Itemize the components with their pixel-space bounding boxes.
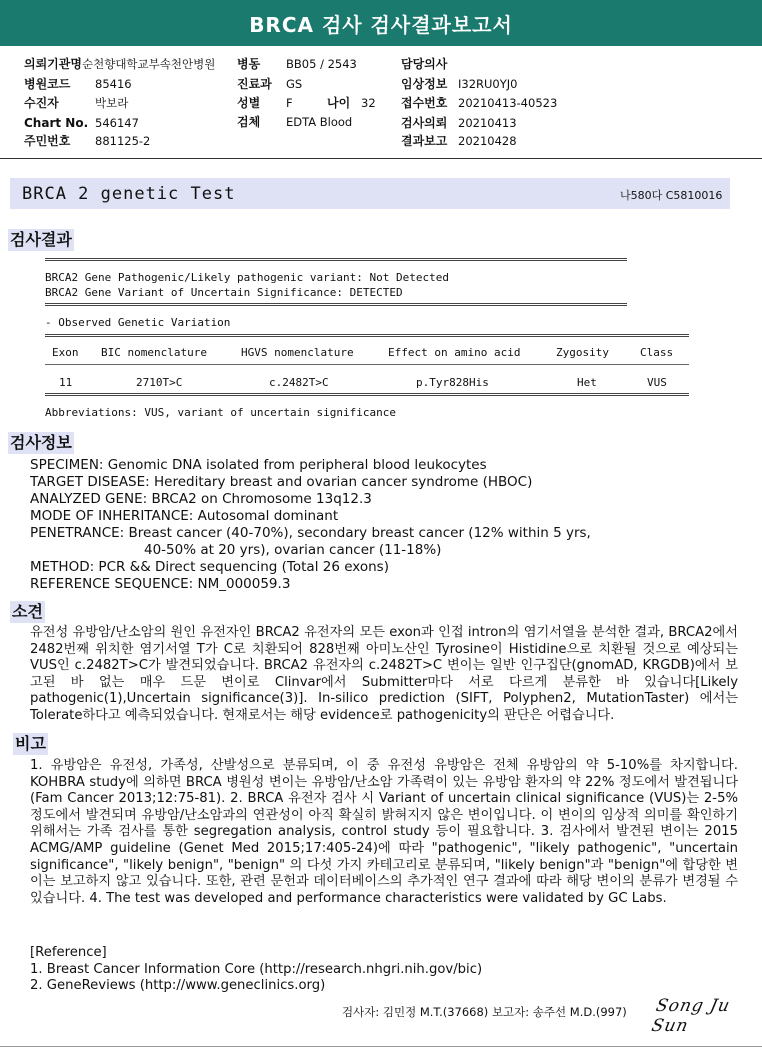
institution-label: 의뢰기관명 [24, 57, 82, 71]
reference-item: 1. Breast Cancer Information Core (http://research.nhgri.nih.gov/bic) [30, 961, 483, 977]
department-label: 진료과 [237, 77, 272, 91]
remarks-heading: 비고 [15, 734, 46, 753]
info-line: METHOD: PCR && Direct sequencing (Total 26 exons) [30, 559, 389, 575]
column-header: Effect on amino acid [388, 346, 521, 359]
test-name: BRCA 2 genetic Test [22, 184, 236, 204]
sex-label: 성별 [237, 96, 261, 110]
table-rule-header [45, 364, 689, 365]
table-cell: 2710T>C [136, 376, 183, 389]
age-value: 32 [361, 96, 376, 110]
info-line: PENETRANCE: Breast cancer (40-70%), secondary breast cancer (12% within 5 yrs, [30, 525, 591, 541]
signature: Song Ju Sun [649, 996, 733, 1036]
request-date-label: 검사의뢰 [401, 116, 448, 130]
remarks-text: 1. 유방암은 유전성, 가족성, 산발성으로 분류되며, 이 중 유전성 유방암은 전체 유방암의 약 5-10%를 차지합니다. KOHBRA study에 의하면 BRCA 병원성 변이는 유방암/난소암 가족력이 있는 유방암 환자의 약 22% 정도에서 발견됩니다 (Fam Cancer 2013;12:75-81). 2. BRCA 유전자 검사 시 Variant of uncertain clinical significance (VUS)는 2-5% 정도에서 발견되며 유방암/난소암과의 연관성이 아직 확실히 밝혀지지 않은 변이입니다. 이 변이의 임상적 의미를 확인하기 위해서는 가족 검사를 통한 segregation analysis, control study 등이 필요합니다. 3. 검사에서 발견된 변이는 2015 ACMG/AMP guideline (Genet Med 2015;17:405-24)에 따라 "pathogenic", "likely pathogenic", "uncertain significance", "likely benign", "benign" 의 다섯 가지 카테고리로 분류되며, "likely benign"과 "benign"에 합당한 변이는 보고하지 않고 있습니다. 또한, 관련 문헌과 데이터베이스의 추가적인 연구 결과에 따라 해당 변이의 분류가 변경될 수 있습니다. 4. The test was developed and performance characteristics were validated by GC Labs. [30, 758, 738, 906]
table-cell: VUS [647, 376, 667, 389]
info-line: ANALYZED GENE: BRCA2 on Chromosome 13q12.3 [30, 491, 372, 507]
info-line: SPECIMEN: Genomic DNA isolated from peripheral blood leukocytes [30, 457, 487, 473]
age-label: 나이 [327, 96, 351, 110]
info-line: REFERENCE SEQUENCE: NM_000059.3 [30, 576, 291, 592]
info-line: 40-50% at 20 yrs), ovarian cancer (11-18%) [144, 542, 442, 558]
vus-line: BRCA2 Gene Variant of Uncertain Significance: DETECTED [45, 286, 403, 299]
column-header: Class [640, 346, 674, 359]
table-rule-bottom [45, 393, 689, 396]
info-block [30, 457, 591, 593]
department-value: GS [286, 77, 303, 91]
table-cell: Het [577, 376, 597, 389]
bottom-divider [0, 1046, 762, 1047]
report-date-label: 결과보고 [401, 134, 448, 148]
chart-value: 546147 [95, 116, 139, 130]
table-cell: c.2482T>C [269, 376, 329, 389]
info-line: MODE OF INHERITANCE: Autosomal dominant [30, 508, 339, 524]
accession-label: 접수번호 [401, 96, 448, 110]
pathogenic-line: BRCA2 Gene Pathogenic/Likely pathogenic variant: Not Detected [45, 271, 449, 284]
table-cell: p.Tyr828His [416, 376, 489, 389]
specimen-label: 검체 [237, 115, 261, 129]
column-header: HGVS nomenclature [241, 346, 354, 359]
column-header: BIC nomenclature [101, 346, 207, 359]
institution-value: 순천향대학교부속천안병원 [82, 57, 216, 71]
resident-no-label: 주민번호 [24, 134, 71, 148]
finding-text: 유전성 유방암/난소암의 원인 유전자인 BRCA2 유전자의 모든 exon과 인접 intron의 염기서열을 분석한 결과, BRCA2에서 2482번째 위치한 염기서열 T가 C로 치환되어 828번째 아미노산인 Tyrosine이 Histidine으로 치환될 것으로 예상되는 VUS인 c.2482T>C가 발견되었습니다. BRCA2 유전자의 c.2482T>C 변이는 일반 인구집단(gnomAD, KRGDB)에서 보고된 바 없는 매우 드문 변이로 Clinvar에서 Submitter마다 서로 다르게 분류한 바 있습니다[Likely pathogenic(1),Uncertain significance(3)]. In-silico prediction (SIFT, Polyphen2, MutationTaster) 에서는 Tolerate하다고 예측되었습니다. 현재로서는 해당 evidence로 pathogenicity의 판단은 어렵습니다. [30, 625, 738, 723]
report-date-value: 20210428 [458, 134, 517, 148]
sex-value: F [286, 96, 293, 110]
specimen-value: EDTA Blood [286, 115, 353, 129]
reference-title: [Reference] [30, 945, 107, 960]
chart-label: Chart No. [24, 116, 89, 130]
result-heading: 검사결과 [10, 230, 72, 249]
clinical-info-value: I32RU0YJ0 [458, 77, 518, 91]
info-line: TARGET DISEASE: Hereditary breast and ovarian cancer syndrome (HBOC) [30, 474, 533, 490]
patient-label: 수진자 [24, 96, 59, 110]
result-rule-mid [45, 303, 627, 306]
finding-heading: 소견 [12, 602, 43, 621]
accession-value: 20210413-40523 [458, 96, 558, 110]
request-date-value: 20210413 [458, 116, 517, 130]
table-cell: 11 [59, 376, 73, 389]
ward-label: 병동 [237, 57, 261, 71]
hospital-code-label: 병원코드 [24, 77, 71, 91]
observed-label: - Observed Genetic Variation [45, 316, 231, 329]
column-header: Zygosity [556, 346, 609, 359]
patient-value: 박보라 [95, 96, 129, 110]
abbreviation-note: Abbreviations: VUS, variant of uncertain significance [45, 406, 396, 419]
clinical-info-label: 임상정보 [401, 77, 448, 91]
table-rule-top [45, 334, 689, 337]
result-rule-top [45, 258, 627, 261]
resident-no-value: 881125-2 [95, 134, 151, 148]
doctor-label: 담당의사 [401, 57, 448, 71]
header-divider [0, 158, 762, 159]
reference-block [30, 945, 738, 995]
reference-item: 2. GeneReviews (http://www.geneclinics.org) [30, 978, 326, 994]
ward-value: BB05 / 2543 [286, 57, 357, 71]
hospital-code-value: 85416 [95, 77, 132, 91]
signoff-text: 검사자: 김민정 M.T.(37668) 보고자: 송주선 M.D.(997) [342, 1005, 627, 1019]
column-header: Exon [52, 346, 79, 359]
test-code: 나580다 C5810016 [620, 189, 723, 202]
report-title: BRCA 검사 검사결과보고서 [249, 13, 513, 37]
info-heading: 검사정보 [10, 433, 72, 452]
